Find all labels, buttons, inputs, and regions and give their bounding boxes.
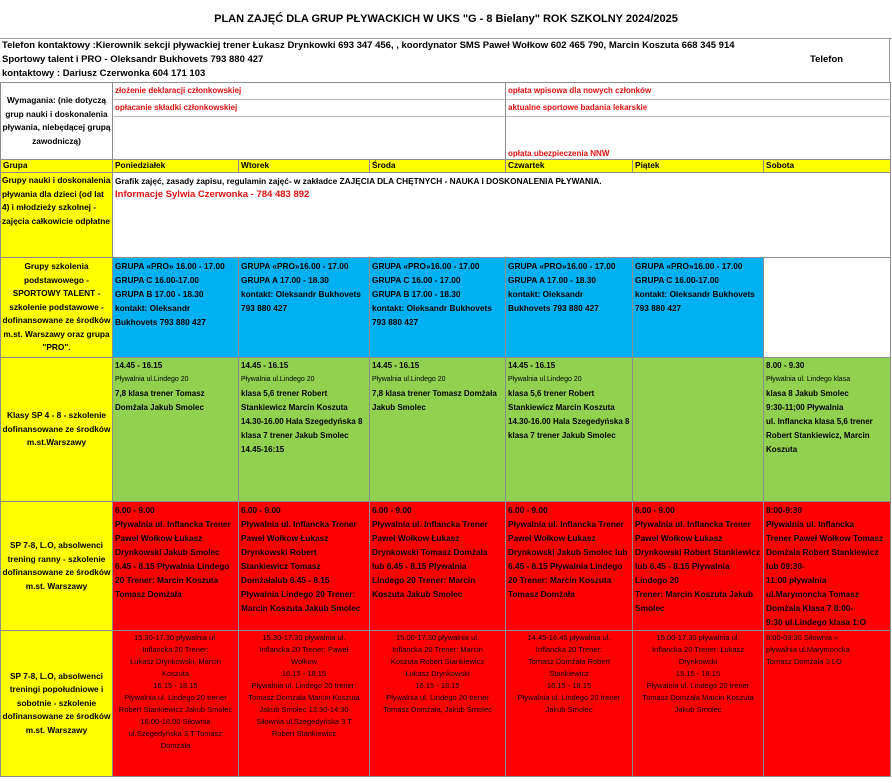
contact-block bbox=[0, 38, 890, 83]
row-popoludnie bbox=[1, 631, 891, 777]
talent-cell-saturday bbox=[764, 258, 891, 358]
requirement-item: aktualne sportowe badania lekarskie bbox=[506, 100, 890, 117]
row-label-nauka: Grupy nauki i doskonalenia pływania dla dzieci (od lat 4) i młodzieży szkolnej - zajęcia całkowicie odpłatne bbox=[1, 173, 113, 258]
popoludnie-cell-tuesday: 15.30-17.30 pływalnia ul. Inflancka 20 Trener: Paweł Wołkow 16.15 - 18.15 Pływalnia ul. Lindego 20 trener: Tomasz Domżała Marcin Koszuta Jakub Smolec 13:30-14:30 Siłownia ul.Szegedyńska 3 T Robert Stankiewicz bbox=[239, 631, 370, 777]
row-label-rano: SP 7-8, L.O, absolwenci trening ranny - szkolenie dofinansowane ze środków m.st. Warszawy bbox=[1, 502, 113, 631]
popoludnie-cell-wednesday: 15.00-17.30 pływalnia ul. Inflancka 20 Trener: Marcin Koszuta Robert Stankiewicz Łukasz Drynkowski 16.15 - 18.15 Pływalnia ul. Lindego 20 trener Tomasz Domżała, Jakub Smolec bbox=[370, 631, 506, 777]
row-label-klasy: Klasy SP 4 - 8 - szkolenie dofinansowane ze środków m.st.Warszawy bbox=[1, 358, 113, 502]
row-klasy bbox=[1, 358, 891, 502]
header-row bbox=[1, 160, 891, 173]
rano-cell-saturday: 8:00-9:30 Pływalnia ul. Inflancka Trener Paweł Wołkow Tomasz Domżała Robert Stankiewicz lub 09:30- 11:00 pływalnia ul.Marymoncka Tomasz Domżała Klasa 7 8:00- 9:30 ul.Lindego klasa 1:O bbox=[764, 502, 891, 631]
requirements-label: Wymagania: (nie dotyczą grup nauki i doskonalenia pływania, niebędącej grupą zawodniczą) bbox=[1, 83, 113, 160]
klasy-cell-saturday: 8.00 - 9.30 Pływalnia ul. Lindego klasa klasa 8 Jakub Smolec 9:30-11;00 Pływalnia ul. Inflancka klasa 5,6 trener Robert Stankiewicz, Marcin Koszuta bbox=[764, 358, 891, 502]
klasy-cell-tuesday: 14.45 - 16.15 Pływalnia ul.Lindego 20 klasa 5,6 trener Robert Stankiewicz Marcin Koszuta 14.30-16.00 Hala Szegedyńska 8 klasa 7 trener Jakub Smolec 14.45-16:15 bbox=[239, 358, 370, 502]
requirements-row bbox=[1, 83, 891, 160]
row-label-popoludnie: SP 7-8, L.O, absolwenci treningi popołudniowe i sobotnie - szkolenie dofinansowane ze środków m.st. Warszawy bbox=[1, 631, 113, 777]
nauka-text: Grafik zajęć, zasady zapisu, regulamin zajęć- w zakładce ZAJĘCIA DLA CHĘTNYCH - NAUKA I DOSKONALENIA PŁYWANIA. bbox=[115, 176, 602, 186]
popoludnie-cell-friday: 15.00-17.30 pływalnia ul. Inflancka 20 Trener: Łukasz Drynkowski 15.15 - 18.15 Pływalnia ul. Lindego 20 trener Tomasz Domżała Marcin Koszuta Jakub Smolec bbox=[633, 631, 764, 777]
requirement-item: złożenie deklaracji członkowskiej bbox=[113, 83, 505, 100]
requirement-item: opłacanie składki członkowskiej bbox=[113, 100, 505, 117]
requirement-item: opłata wpisowa dla nowych członków bbox=[506, 83, 890, 100]
header-day-tuesday: Wtorek bbox=[239, 160, 370, 173]
popoludnie-cell-saturday: 8:00-09:30 Siłownia « pływalnia ul.Marymoncka Tomasz Domżała 3 LO bbox=[764, 631, 891, 777]
rano-cell-wednesday: 6.00 - 9.00 Pływalnia ul. Inflancka Trener Paweł Wołkow Łukasz Drynkowski Tomasz Domżała lub 6.45 - 8.15 Pływalnia Lindego 20 Trener: Marcin Koszuta Jakub Smolec bbox=[370, 502, 506, 631]
schedule-table bbox=[0, 82, 891, 777]
popoludnie-cell-monday: 15.30-17.30 pływalnia ul. Inflancka 20 Trener: Łukasz Drynkowski, Marcin Koszuta 16.15 - 18.15 Pływalnia ul. Lindego 20 trener Robert Stankiewicz Jakub Smolec 16.00-18.00 Siłownia ul.Szegedyńska 3 T Tomasz Domżała bbox=[113, 631, 239, 777]
header-day-saturday: Sobota bbox=[764, 160, 891, 173]
contact-line-2-right: Telefon bbox=[810, 54, 844, 65]
klasy-cell-friday bbox=[633, 358, 764, 502]
talent-cell-friday: GRUPA «PRO»16.00 - 17.00 GRUPA C 16.00-17.00 kontakt: Oleksandr Bukhovets 793 880 427 bbox=[633, 258, 764, 358]
contact-line-1: Telefon kontaktowy :Kierownik sekcji pływackiej trener Łukasz Drynkowki 693 347 456, , koordynator SMS Paweł Wołkow 602 465 790, Marcin Koszuta 668 345 914 bbox=[2, 40, 735, 51]
header-group: Grupa bbox=[1, 160, 113, 173]
nauka-info-cell bbox=[113, 173, 891, 258]
page-title: PLAN ZAJĘĆ DLA GRUP PŁYWACKICH W UKS "G - 8 Bielany" ROK SZKOLNY 2024/2025 bbox=[0, 0, 892, 39]
header-day-friday: Piątek bbox=[633, 160, 764, 173]
rano-cell-monday: 6.00 - 9.00 Pływalnia ul. Inflancka Trener Paweł Wołkow Łukasz Drynkowski Jakub Smolec 6.45 - 8.15 Pływalnia Lindego 20 Trener: Marcin Koszuta Tomasz Domżała bbox=[113, 502, 239, 631]
rano-cell-tuesday: 6.00 - 9.00 Pływalnia ul. Inflancka Trener Paweł Wołkow Łukasz Drynkowski Robert Stankiewicz Tomasz Domżałalub 6.45 - 8.15 Pływalnia Lindego 20 Trener: Marcin Koszuta Jakub Smolec bbox=[239, 502, 370, 631]
talent-cell-tuesday: GRUPA «PRO»16.00 - 17.00 GRUPA A 17.00 - 18.30 kontakt: Oleksandr Bukhovets 793 880 427 bbox=[239, 258, 370, 358]
rano-cell-thursday: 6.00 - 9.00 Pływalnia ul. Inflancka Trener Paweł Wołkow Łukasz Drynkowski Jakub Smolec lub 6.45 - 8.15 Pływalnia Lindego 20 Trener: Marcin Koszuta Tomasz Domżała bbox=[506, 502, 633, 631]
talent-cell-monday: GRUPA «PRO» 16.00 - 17.00 GRUPA C 16.00-17.00 GRUPA B 17.00 - 18.30 kontakt: Oleksandr Bukhovets 793 880 427 bbox=[113, 258, 239, 358]
contact-line-2: Sportowy talent i PRO - Oleksandr Bukhovets 793 880 427 bbox=[2, 54, 264, 65]
row-nauka bbox=[1, 173, 891, 258]
rano-cell-friday: 6.00 - 9.00 Pływalnia ul. Inflancka Trener Paweł Wołkow Łukasz Drynkowski Robert Stankiewicz lub 6.45 - 8.15 Pływalnia Lindego 20 Trener: Marcin Koszuta Jakub Smolec bbox=[633, 502, 764, 631]
header-day-monday: Poniedziałek bbox=[113, 160, 239, 173]
requirement-item: opłata ubezpieczenia NNW bbox=[508, 149, 610, 158]
requirements-left bbox=[113, 83, 506, 160]
row-rano bbox=[1, 502, 891, 631]
requirements-right bbox=[506, 83, 891, 160]
nauka-contact: Informacje Sylwia Czerwonka - 784 483 892 bbox=[115, 189, 310, 200]
row-label-talent: Grupy szkolenia podstawowego - SPORTOWY TALENT - szkolenie podstawowe - dofinansowane ze środków m.st. Warszawy oraz grupa "PRO". bbox=[1, 258, 113, 358]
klasy-cell-thursday: 14.45 - 16.15 Pływalnia ul.Lindego 20 klasa 5,6 trener Robert Stankiewicz Marcin Koszuta 14.30-16.00 Hala Szegedyńska 8 klasa 7 trener Jakub Smolec bbox=[506, 358, 633, 502]
contact-line-3: kontaktowy : Dariusz Czerwonka 604 171 103 bbox=[2, 68, 206, 79]
klasy-cell-wednesday: 14.45 - 16.15 Pływalnia ul.Lindego 20 7,8 klasa trener Tomasz Domżała Jakub Smolec bbox=[370, 358, 506, 502]
row-talent bbox=[1, 258, 891, 358]
talent-cell-wednesday: GRUPA «PRO»16.00 - 17.00 GRUPA C 16.00 - 17.00 GRUPA B 17.00 - 18.30 kontakt: Oleksandr Bukhovets 793 880 427 bbox=[370, 258, 506, 358]
popoludnie-cell-thursday: 14.45-16.45 pływalnia ul. Inflancka 20 Trener: Tomasz Domżała Robert Stankiewicz 16.15 - 18.15 Pływalnia ul. Lindego 20 trener Jakub Smolec bbox=[506, 631, 633, 777]
klasy-cell-monday: 14.45 - 16.15 Pływalnia ul.Lindego 20 7,8 klasa trener Tomasz Domżała Jakub Smolec bbox=[113, 358, 239, 502]
header-day-thursday: Czwartek bbox=[506, 160, 633, 173]
talent-cell-thursday: GRUPA «PRO»16.00 - 17.00 GRUPA A 17.00 - 18.30 kontakt: Oleksandr Bukhovets 793 880 427 bbox=[506, 258, 633, 358]
header-day-wednesday: Środa bbox=[370, 160, 506, 173]
